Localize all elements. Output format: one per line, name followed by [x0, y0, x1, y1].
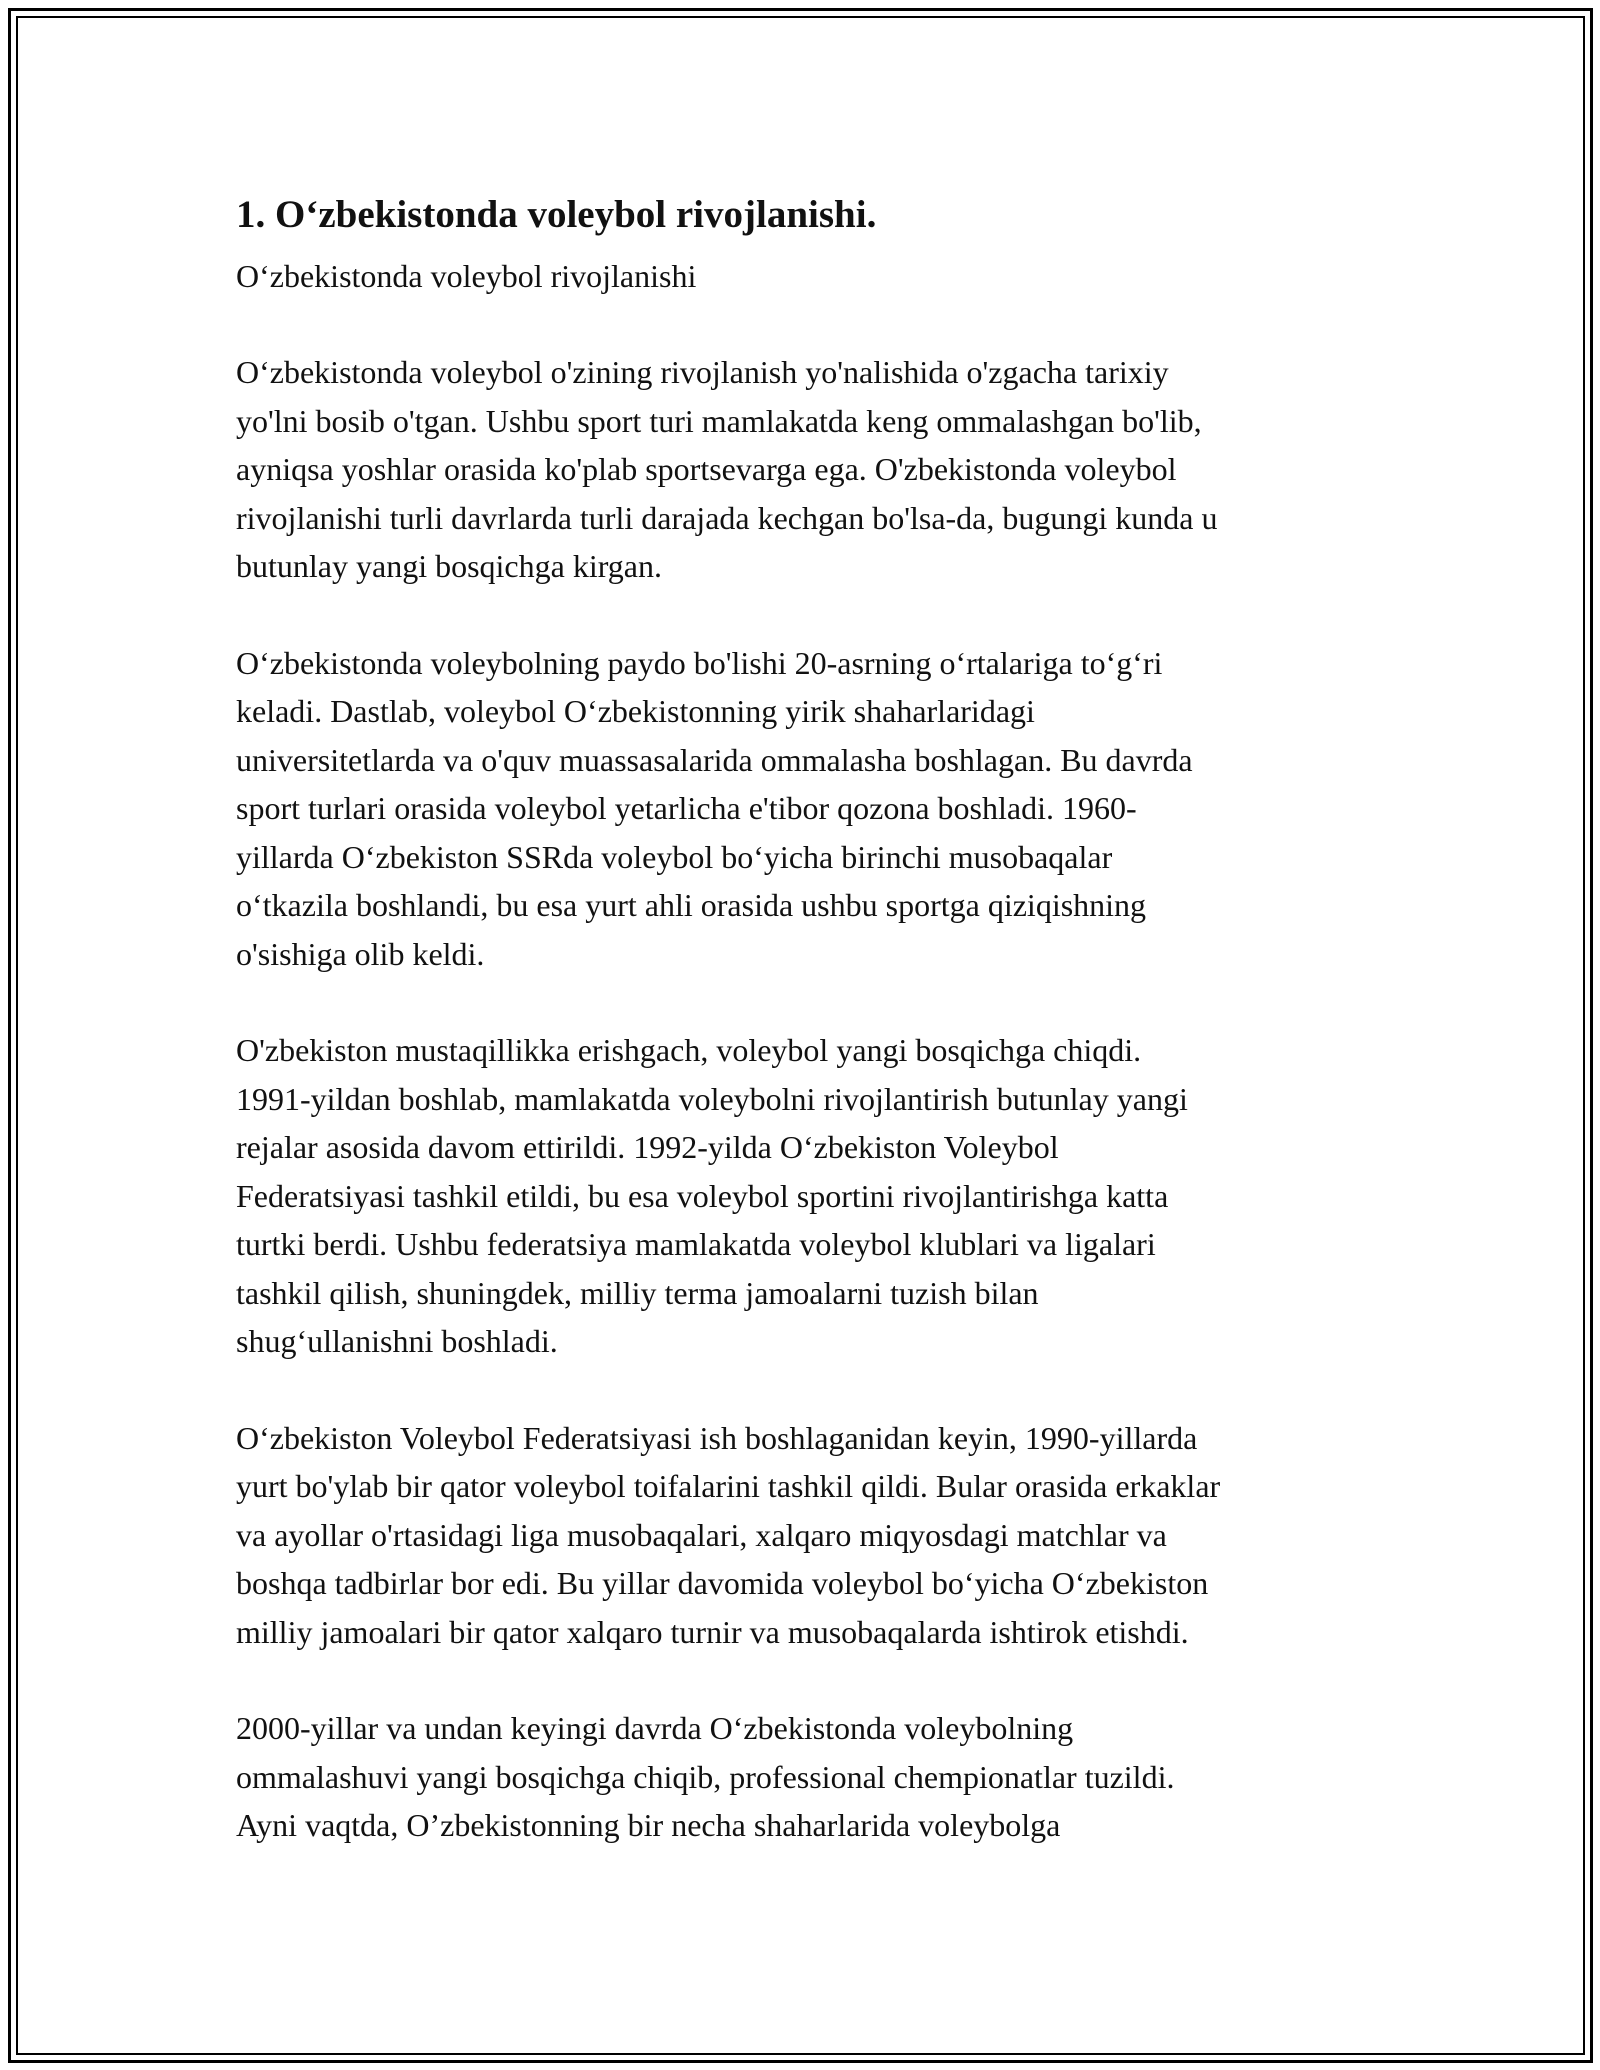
- paragraph-line: O‘zbekiston Voleybol Federatsiyasi ish boshlaganidan keyin, 1990-yillarda: [236, 1419, 1198, 1456]
- paragraph-line: O'zbekiston mustaqillikka erishgach, voleybol yangi bosqichga chiqdi.: [236, 1032, 1142, 1068]
- paragraph-line: o‘tkazila boshlandi, bu esa yurt ahli orasida ushbu sportga qiziqishning: [236, 887, 1147, 923]
- paragraph-line: rejalar asosida davom ettirildi. 1992-yilda O‘zbekiston Voleybol: [236, 1129, 1059, 1165]
- paragraph-line: keladi. Dastlab, voleybol O‘zbekistonning yirik shaharlaridagi: [236, 693, 1035, 729]
- paragraph-1: [236, 348, 1386, 591]
- document-heading: 1. O‘zbekistonda voleybol rivojlanishi.: [236, 193, 877, 236]
- paragraph-line: boshqa tadbirlar bor edi. Bu yillar davomida voleybol bo‘yicha O‘zbekiston: [236, 1565, 1209, 1601]
- document-body: [236, 186, 1386, 1898]
- paragraph-3: [236, 1026, 1386, 1366]
- paragraph-line: ommalashuvi yangi bosqichga chiqib, professional chempionatlar tuzildi.: [236, 1758, 1175, 1795]
- paragraph-line: ayniqsa yoshlar orasida ko'plab sportsevarga ega. O'zbekistonda voleybol: [236, 451, 1177, 487]
- paragraph-line: yillarda O‘zbekiston SSRda voleybol bo‘yicha birinchi musobaqalar: [236, 838, 1113, 875]
- paragraph-line: butunlay yangi bosqichga kirgan.: [236, 548, 662, 584]
- paragraph-line: Federatsiyasi tashkil etildi, bu esa voleybol sportini rivojlantirishga katta: [236, 1177, 1169, 1214]
- paragraph-2: [236, 639, 1386, 979]
- paragraph-line: Ayni vaqtda, O’zbekistonning bir necha shaharlarida voleybolga: [236, 1807, 1061, 1843]
- paragraph-line: yurt bo'ylab bir qator voleybol toifalarini tashkil qildi. Bular orasida erkaklar: [236, 1468, 1221, 1504]
- paragraph-line: milliy jamoalari bir qator xalqaro turnir va musobaqalarda ishtirok etishdi.: [236, 1613, 1189, 1650]
- paragraph-4: [236, 1414, 1386, 1657]
- paragraph-line: 2000-yillar va undan keyingi davrda O‘zbekistonda voleybolning: [236, 1710, 1074, 1746]
- paragraph-line: O‘zbekistonda voleybol o'zining rivojlanish yo'nalishida o'zgacha tarixiy: [236, 354, 1169, 390]
- paragraph-line: tashkil qilish, shuningdek, milliy terma jamoalarni tuzish bilan: [236, 1274, 1039, 1311]
- paragraph-line: universitetlarda va o'quv muassasalarida ommalasha boshlagan. Bu davrda: [236, 741, 1193, 778]
- paragraph-line: turtki berdi. Ushbu federatsiya mamlakatda voleybol klublari va ligalari: [236, 1226, 1156, 1262]
- paragraph-line: shug‘ullanishni boshladi.: [236, 1323, 558, 1359]
- paragraph-line: 1991-yildan boshlab, mamlakatda voleybolni rivojlantirish butunlay yangi: [236, 1080, 1188, 1117]
- paragraph-line: o'sishiga olib keldi.: [236, 935, 485, 972]
- document-subtitle: O‘zbekistonda voleybol rivojlanishi: [236, 258, 697, 294]
- paragraph-line: va ayollar o'rtasidagi liga musobaqalari, xalqaro miqyosdagi matchlar va: [236, 1516, 1167, 1553]
- paragraph-5: [236, 1704, 1386, 1850]
- paragraph-line: rivojlanishi turli davrlarda turli darajada kechgan bo'lsa-da, bugungi kunda u: [236, 499, 1218, 536]
- paragraph-line: sport turlari orasida voleybol yetarlicha e'tibor qozona boshladi. 1960-: [236, 790, 1137, 826]
- paragraph-line: O‘zbekistonda voleybolning paydo bo'lishi 20-asrning o‘rtalariga to‘g‘ri: [236, 644, 1163, 681]
- paragraph-line: yo'lni bosib o'tgan. Ushbu sport turi mamlakatda keng ommalashgan bo'lib,: [236, 402, 1202, 439]
